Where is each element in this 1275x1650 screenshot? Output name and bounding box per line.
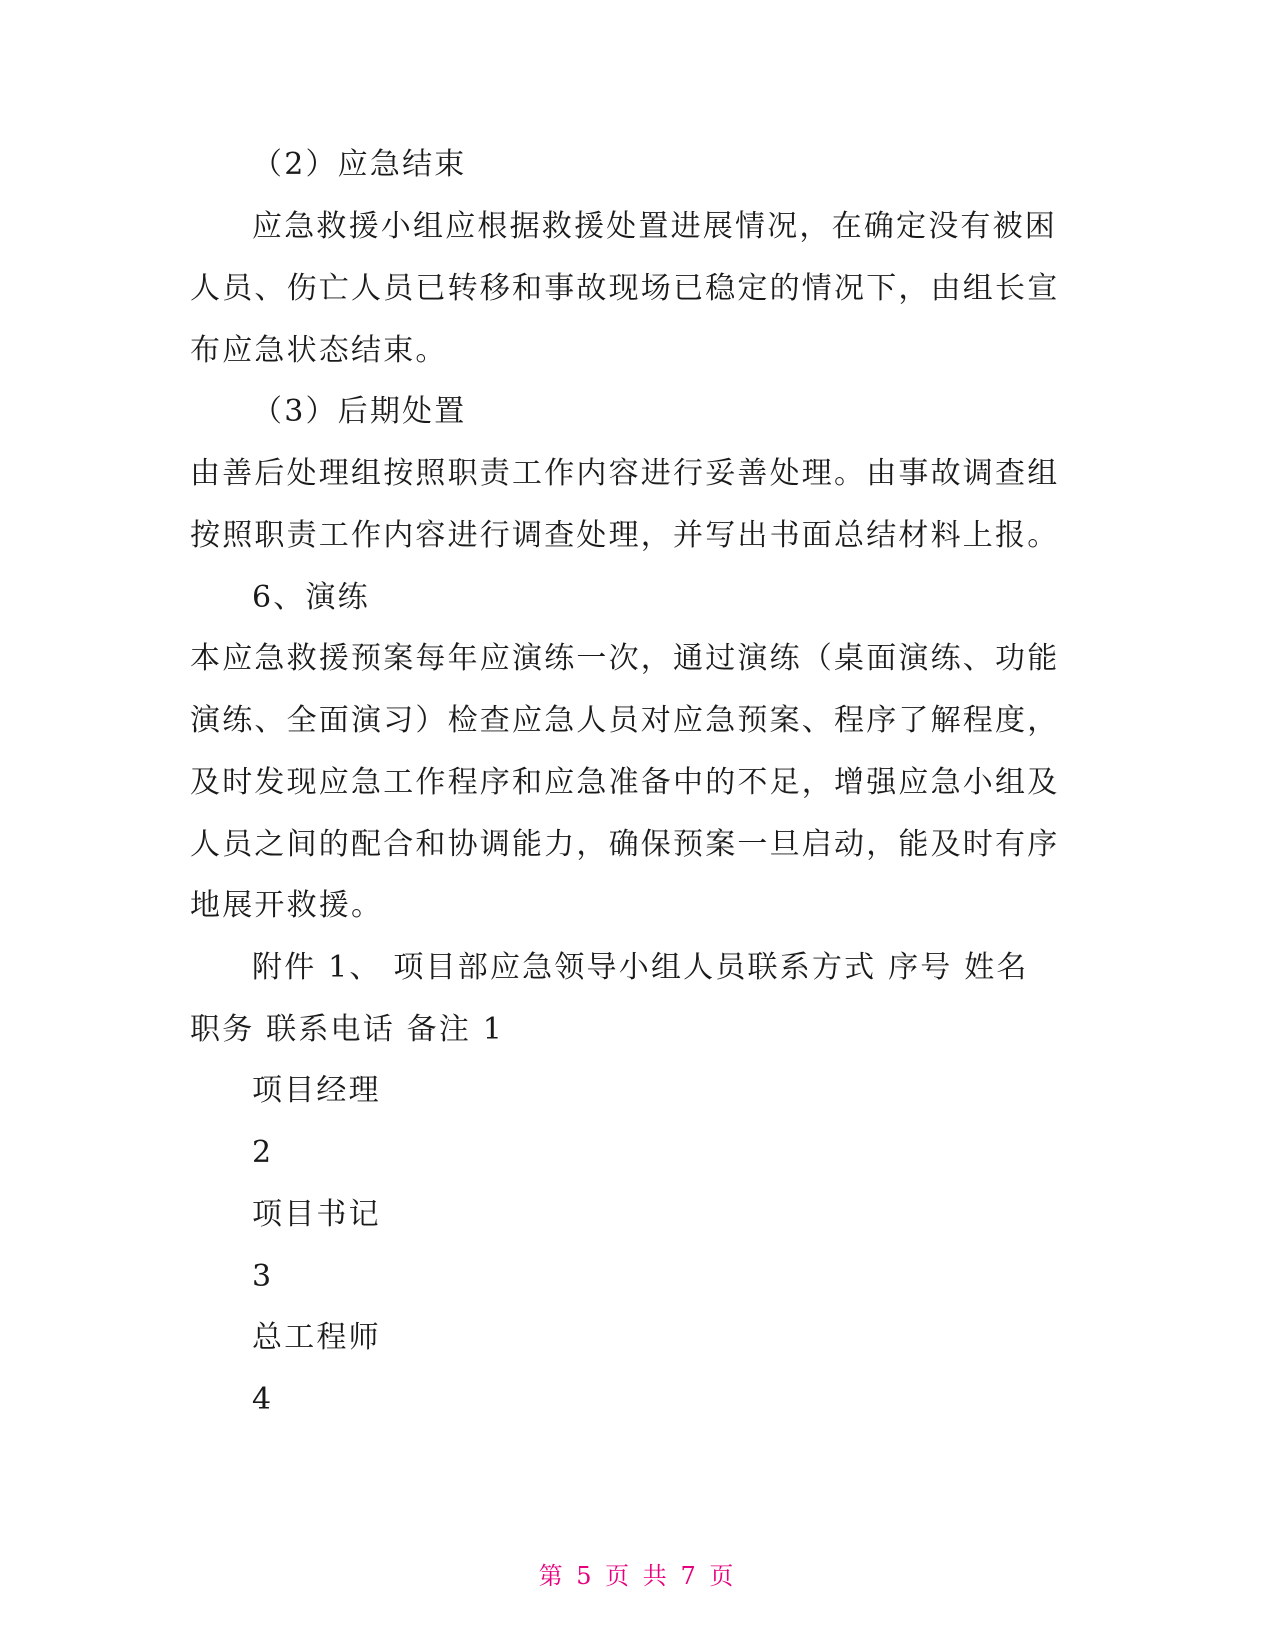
section-heading: 6、演练: [252, 580, 370, 615]
page-number-footer: 第 5 页 共 7 页: [538, 1562, 737, 1590]
paragraph-line: 人员之间的配合和协调能力，确保预案一旦启动，能及时有序: [190, 827, 1060, 862]
paragraph-line: 本应急救援预案每年应演练一次，通过演练（桌面演练、功能: [190, 641, 1060, 676]
table-entry: 项目经理: [252, 1073, 381, 1108]
paragraph-line: 按照职责工作内容进行调查处理，并写出书面总结材料上报。: [190, 518, 1060, 553]
table-entry: 总工程师: [252, 1320, 381, 1355]
attachment-line: 职务 联系电话 备注 1: [190, 1012, 505, 1047]
table-entry: 2: [252, 1135, 274, 1170]
paragraph-line: 地展开救援。: [190, 888, 384, 923]
paragraph-line: 及时发现应急工作程序和应急准备中的不足，增强应急小组及: [190, 765, 1060, 800]
table-entry: 4: [252, 1382, 274, 1417]
table-entry: 项目书记: [252, 1197, 381, 1232]
attachment-line: 附件 1、 项目部应急领导小组人员联系方式 序号 姓名: [252, 950, 1029, 985]
paragraph-line: 布应急状态结束。: [190, 333, 448, 368]
section-heading: （3）后期处置: [252, 394, 467, 429]
paragraph-line: 应急救援小组应根据救援处置进展情况，在确定没有被困: [252, 209, 1057, 244]
table-entry: 3: [252, 1259, 274, 1294]
paragraph-line: 人员、伤亡人员已转移和事故现场已稳定的情况下，由组长宣: [190, 271, 1060, 306]
paragraph-line: 由善后处理组按照职责工作内容进行妥善处理。由事故调查组: [190, 456, 1060, 491]
paragraph-line: 演练、全面演习）检查应急人员对应急预案、程序了解程度，: [190, 703, 1060, 738]
section-heading: （2）应急结束: [252, 147, 467, 182]
